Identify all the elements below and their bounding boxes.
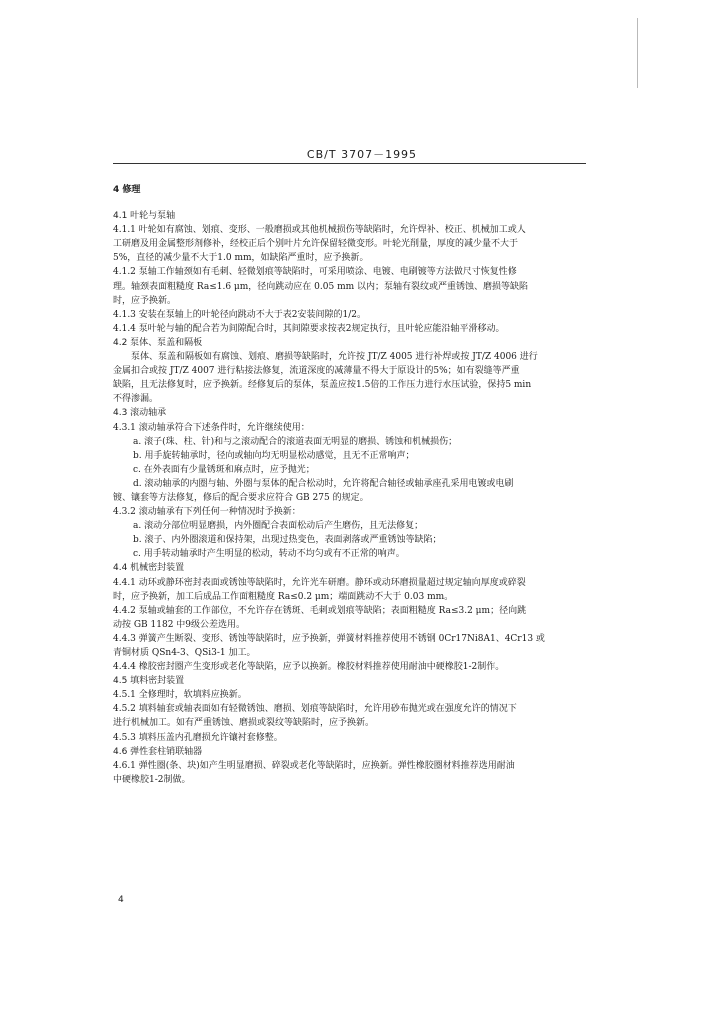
text-line: 金属扣合或按 JT/Z 4007 进行粘接法修复，流道深度的减薄量不得大于原设计的5%；如有裂缝等严重 <box>113 366 520 377</box>
text-line: 镀、镶套等方法修复，修后的配合要求应符合 GB 275 的规定。 <box>113 492 369 503</box>
document-body <box>113 183 587 787</box>
text-line: 4.5.1 全修理时，软填料应换新。 <box>113 690 247 701</box>
section-heading: 4.5 填料密封装置 <box>113 676 185 687</box>
section-heading: 4.3 滚动轴承 <box>113 408 167 419</box>
text-line: b. 滚子、内外圈滚道和保持架，出现过热变色，表面剥落或严重锈蚀等缺陷； <box>133 535 442 546</box>
text-line: 4.4.3 弹簧产生断裂、变形、锈蚀等缺陷时，应予换新，弹簧材料推荐使用不锈钢 0Cr17Ni8A1、4Cr13 或 <box>113 633 545 644</box>
header-rule <box>113 163 586 164</box>
text-line: 不得渗漏。 <box>113 394 159 405</box>
text-line: 4.6.1 弹性圈(条、块)如产生明显磨损、碎裂或老化等缺陷时，应换新。弹性橡胶圈材料推荐选用耐油 <box>113 760 515 771</box>
text-line: 时，应予换新，加工后成品工作面粗糙度 Ra≤0.2 μm；端面跳动不大于 0.03 mm。 <box>113 591 454 602</box>
text-line: b. 用手旋转轴承时，径向或轴向均无明显松动感觉，且无不正常响声； <box>133 450 415 461</box>
text-line: 4.3.2 滚动轴承有下列任何一种情况时予换新： <box>113 507 301 518</box>
scan-edge-mark <box>637 18 638 88</box>
page-number: 4 <box>118 895 124 905</box>
text-line: 缺陷，且无法修复时，应予换新。经修复后的泵体，泵盖应按1.5倍的工作压力进行水压试验，保持5 min <box>113 380 532 391</box>
text-line: a. 滚子(珠、柱、针)和与之滚动配合的滚道表面无明显的磨损、锈蚀和机械损伤； <box>133 436 458 447</box>
text-line: 4.3.1 滚动轴承符合下述条件时，允许继续使用： <box>113 422 310 433</box>
text-line: 4.5.3 填料压盖内孔磨损允许镶衬套修整。 <box>113 732 283 743</box>
text-line: 时，应予换新。 <box>113 295 177 306</box>
text-line: 中硬橡胶1-2制做。 <box>113 774 191 785</box>
text-line: 4.1.2 泵轴工作轴颈如有毛刺、轻微划痕等缺陷时，可采用喷涂、电镀、电刷镀等方法做尺寸恢复性修 <box>113 267 517 278</box>
text-line: 泵体、泵盖和隔板如有腐蚀、划痕、磨损等缺陷时，允许按 JT/Z 4005 进行补焊或按 JT/Z 4006 进行 <box>131 352 538 363</box>
standard-code-header: CB/T 3707－1995 <box>306 148 418 161</box>
section-heading: 4.2 泵体、泵盖和隔板 <box>113 337 203 348</box>
text-line: 工研磨及用金属整形剂修补，经校正后个别叶片允许保留轻微变形。叶轮光削量，厚度的减少量不大于 <box>113 239 519 250</box>
text-line: 4.1.1 叶轮如有腐蚀、划痕、变形、一般磨损或其他机械损伤等缺陷时，允许焊补、校正、机械加工或人 <box>113 225 526 236</box>
text-line: 4.5.2 填料轴套或轴表面如有轻微锈蚀、磨损、划痕等缺陷时，允许用砂布抛光或在强度允许的情况下 <box>113 704 517 715</box>
text-line: 理。轴颈表面粗糙度 Ra≤1.6 μm，径向跳动应在 0.05 mm 以内；泵轴有裂纹或严重锈蚀、磨损等缺陷 <box>113 281 528 292</box>
text-line: 进行机械加工。如有严重锈蚀、磨损或裂纹等缺陷时，应予换新。 <box>113 718 375 729</box>
chapter-heading: 4 修理 <box>113 185 141 195</box>
text-line: 青铜材质 QSn4-3、QSi3-1 加工。 <box>113 648 256 658</box>
section-heading: 4.6 弹性套柱销联轴器 <box>113 746 203 757</box>
text-line: c. 用手转动轴承时产生明显的松动，转动不均匀或有不正常的响声。 <box>133 549 405 560</box>
section-heading: 4.4 机械密封装置 <box>113 563 185 574</box>
text-line: d. 滚动轴承的内圈与轴、外圈与泵体的配合松动时，允许将配合轴径或轴承座孔采用电镀或电刷 <box>133 478 514 489</box>
text-line: 5%，直径的减少量不大于1.0 mm，如缺陷严重时，应予换新。 <box>113 253 369 264</box>
section-heading: 4.1 叶轮与泵轴 <box>113 211 176 222</box>
text-line: 4.4.4 橡胶密封圈产生变形或老化等缺陷，应予以换新。橡胶材料推荐使用耐油中硬橡胶1-2制作。 <box>113 662 505 673</box>
text-line: 4.4.2 泵轴或轴套的工作部位，不允许存在锈斑、毛刺或划痕等缺陷；表面粗糙度 Ra≤3.2 μm；径向跳 <box>113 605 527 616</box>
text-line: 4.1.3 安装在泵轴上的叶轮径向跳动不大于表2安装间隙的1/2。 <box>113 309 366 320</box>
text-line: 4.4.1 动环或静环密封表面或锈蚀等缺陷时，允许光车研磨。静环或动环磨损量超过规定轴向厚度或碎裂 <box>113 577 526 588</box>
text-line: c. 在外表面有少量锈斑和麻点时，应予抛光； <box>133 464 315 475</box>
text-line: 4.1.4 泵叶轮与轴的配合若为间隙配合时，其间隙要求按表2规定执行，且叶轮应能沿轴平滑移动。 <box>113 323 505 334</box>
text-line: 动按 GB 1182 中9级公差选用。 <box>113 619 246 630</box>
text-line: a. 滚动分部位明显磨损，内外圈配合表面松动后产生磨伤，且无法修复； <box>133 521 424 532</box>
